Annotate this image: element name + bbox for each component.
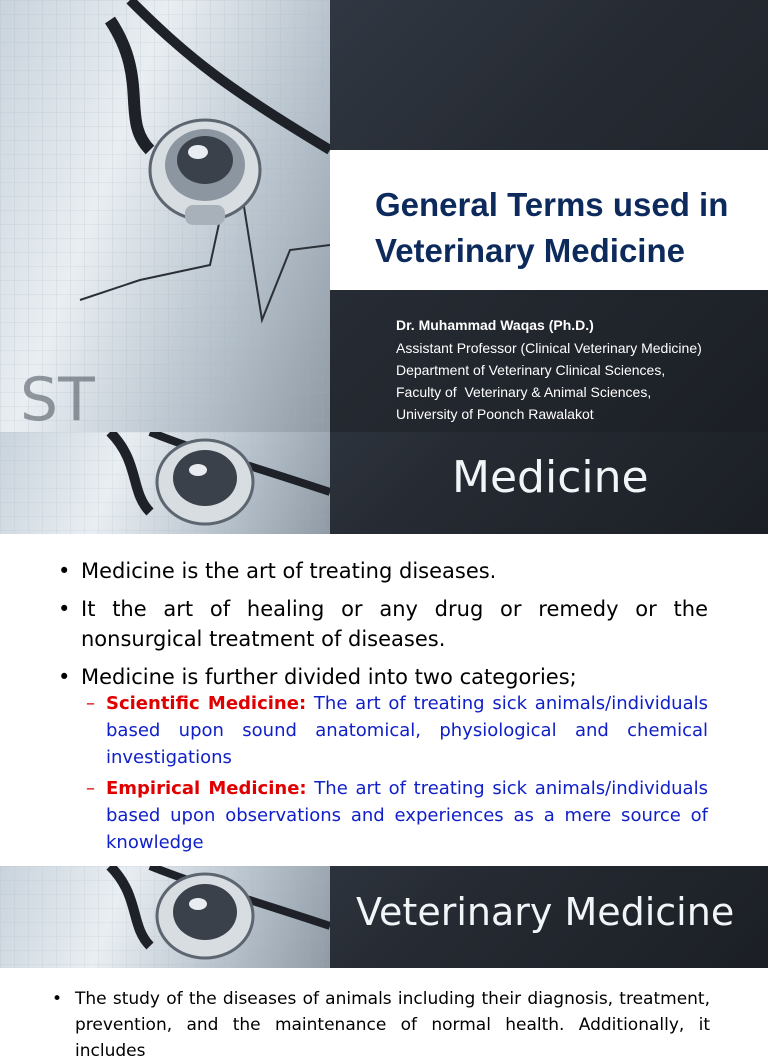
bullet-text: Medicine is further divided into two categories; (81, 665, 577, 689)
veterinary-medicine-heading: Veterinary Medicine (356, 890, 735, 934)
bullet-text: Medicine is the art of treating diseases. (81, 559, 497, 583)
bullet-icon: • (58, 597, 71, 621)
stethoscope-photo-small (0, 866, 330, 968)
list-item (56, 594, 708, 654)
slide-title-line-1: General Terms used in (375, 186, 729, 223)
stethoscope-icon (0, 432, 330, 534)
author-line-2: Department of Veterinary Clinical Sciences, (396, 362, 666, 378)
sub-item-scientific (56, 690, 708, 771)
term-label: Empirical Medicine: (106, 778, 307, 799)
bullet-text: The study of the diseases of animals including their diagnosis, treatment, prevention, and the maintenance of normal health. Additionally, it includes (75, 989, 710, 1061)
title-slide (0, 0, 768, 432)
author-line-3: Faculty of Veterinary & Animal Sciences, (396, 384, 652, 400)
dash-icon: – (86, 778, 95, 799)
author-name: Dr. Muhammad Waqas (Ph.D.) (396, 317, 594, 333)
author-line-1: Assistant Professor (Clinical Veterinary Medicine) (396, 340, 702, 356)
sub-item-empirical (56, 775, 708, 856)
stethoscope-photo-small (0, 432, 330, 534)
author-line-4: University of Poonch Rawalakot (396, 406, 594, 422)
bullet-text: It the art of healing or any drug or remedy or the nonsurgical treatment of diseases. (81, 597, 708, 651)
term-definition: The art of treating sick animals/individuals based upon sound anatomical, physiological and chemical investigations (106, 693, 708, 768)
list-item (56, 662, 708, 692)
bullet-icon: • (58, 665, 71, 689)
term-label: Scientific Medicine: (106, 693, 307, 714)
medicine-header (0, 432, 768, 534)
bullet-icon: • (58, 559, 71, 583)
term-definition: The art of treating sick animals/individuals based upon observations and experiences as a mere source of knowledge (106, 778, 708, 853)
stethoscope-photo (0, 0, 330, 432)
svg-text:ST: ST (20, 365, 95, 432)
stethoscope-icon (0, 0, 330, 432)
bullet-icon: • (52, 989, 63, 1009)
medicine-bullet-list (56, 556, 708, 698)
veterinary-medicine-header (0, 866, 768, 968)
stethoscope-icon (0, 866, 330, 968)
medicine-heading: Medicine (452, 452, 649, 503)
list-item (50, 986, 710, 1064)
slide-title-line-2: Veterinary Medicine (375, 232, 685, 269)
list-item (56, 556, 708, 586)
veterinary-bullet-list (50, 986, 710, 1064)
sub-list (56, 690, 708, 856)
dash-icon: – (86, 693, 95, 714)
